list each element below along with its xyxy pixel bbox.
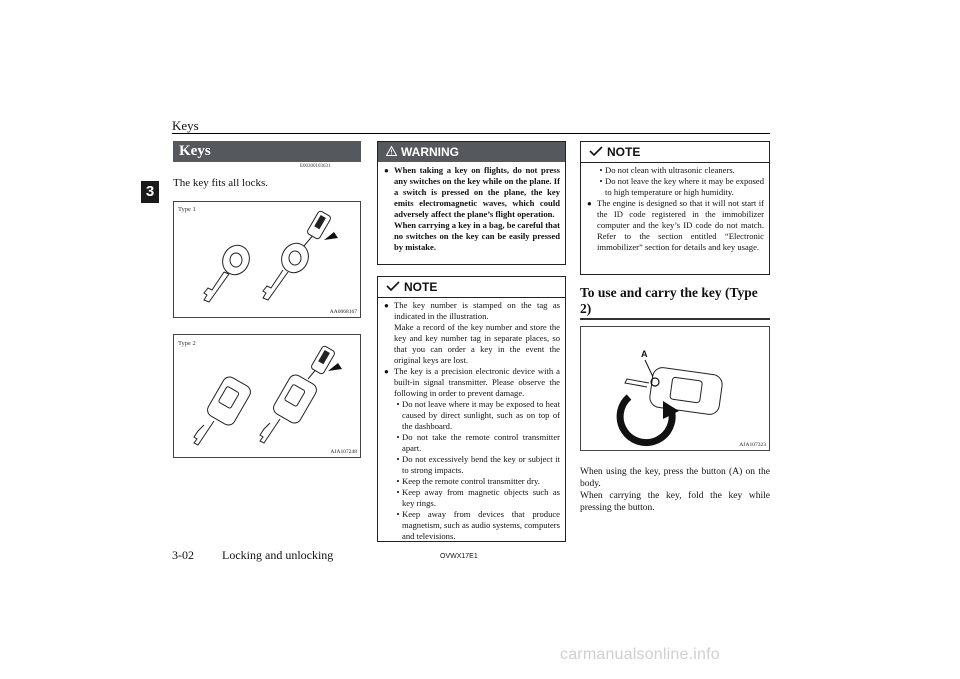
note-box-1 <box>377 276 566 542</box>
sub-item-text: Keep away from devices that produce magnetism, such as audio systems, computers and televisions. <box>402 509 560 541</box>
sub-item-text: Keep away from magnetic objects such as key rings. <box>402 487 560 508</box>
paragraph-1: When using the key, press the button (A) on the body. <box>580 467 770 489</box>
section-code: E00300103631 <box>300 164 331 169</box>
figure-label: Type 1 <box>178 206 196 213</box>
chapter-tab: 3 <box>141 181 159 203</box>
note1-header <box>378 277 565 298</box>
subsection-rule <box>580 318 770 320</box>
arrow-icon <box>324 232 338 240</box>
sub-list-item: • Do not excessively bend the key or subject it to strong impacts. <box>396 454 560 475</box>
note-check-icon <box>589 142 603 162</box>
sub-item-text: Do not excessively bend the key or subject it to strong impacts. <box>402 454 560 475</box>
bullet-icon: ● <box>384 166 389 175</box>
sub-list-item: • Do not leave the key where it may be exposed to high temperature or high humidity. <box>599 176 764 197</box>
note2-title: NOTE <box>607 145 641 159</box>
bullet-icon: ● <box>384 301 389 310</box>
note-check-icon <box>386 277 400 297</box>
list-item <box>384 366 560 399</box>
figure-type2 <box>173 334 361 458</box>
figure-code: AJA107248 <box>330 449 357 455</box>
warning-header <box>378 142 565 162</box>
sub-list-item: • Do not leave where it may be exposed to heat caused by direct sunlight, such as on top of the dashboard. <box>396 399 560 431</box>
note-text: Make a record of the key number and store the key and key number tag in separate places, so that you can order a key in the event the original keys are lost. <box>394 322 560 365</box>
watermark: carmanualsonline.info <box>560 646 720 663</box>
warning-box <box>377 141 566 265</box>
note-box-2 <box>580 141 770 275</box>
note1-item-1 <box>394 300 560 366</box>
header-rule <box>172 133 770 134</box>
footer-code: OVWX17E1 <box>440 553 478 560</box>
subsection-text <box>580 466 770 514</box>
note1-sublist <box>384 399 560 542</box>
page-header-title: Keys <box>172 118 199 133</box>
warning-text: When taking a key on flights, do not press any switches on the key while on the plane. If a switch is pressed on the plane, the key emits electromagnetic waves, which could adversely affect the plane’s flight operation. <box>394 165 560 219</box>
footer-page-number: 3-02 <box>172 548 194 562</box>
sub-item-text: Do not leave where it may be exposed to heat caused by direct sunlight, such as on top of the dashboard. <box>402 399 560 431</box>
warning-title: WARNING <box>401 145 459 159</box>
note2-sublist <box>587 165 764 198</box>
paragraph-2: When carrying the key, fold the key while pressing the button. <box>580 491 770 513</box>
sub-item-text: Do not take the remote control transmitter apart. <box>402 432 560 453</box>
bullet-icon: ● <box>587 199 592 208</box>
key-fold-illustration <box>581 327 769 450</box>
sub-item-text: Keep the remote control transmitter dry. <box>402 476 540 486</box>
arrow-icon <box>328 363 342 371</box>
note-text: The key number is stamped on the tag as indicated in the illustration. <box>394 300 560 321</box>
sub-item-text: Do not clean with ultrasonic cleaners. <box>605 165 735 175</box>
figure-code: AJA107323 <box>739 442 766 448</box>
subsection-title: To use and carry the key (Type 2) <box>580 285 758 316</box>
intro-text: The key fits all locks. <box>173 177 269 189</box>
sub-list-item: • Keep away from devices that produce magnetism, such as audio systems, computers and televisions. <box>396 509 560 541</box>
figure-label: Type 2 <box>178 340 196 347</box>
sub-list-item: • Keep away from magnetic objects such as key rings. <box>396 487 560 508</box>
sub-list-item: • Do not clean with ultrasonic cleaners. <box>599 165 735 175</box>
callout-a: A <box>641 349 648 359</box>
warning-triangle-icon <box>386 142 397 162</box>
key-type2-illustration <box>174 335 360 457</box>
warning-body <box>378 162 565 253</box>
figure-type1 <box>173 201 361 318</box>
section-title-bar: Keys <box>173 141 361 162</box>
note2-item: The engine is designed so that it will not start if the ID code registered in the immobilizer computer and the key’s ID code do not match. Refer to the section entitled “Electronic immobilizer” section for details and key usage. <box>597 198 764 252</box>
list-item <box>384 165 560 253</box>
note1-title: NOTE <box>404 280 438 294</box>
figure-code: AA0068167 <box>329 309 357 315</box>
note2-body <box>581 163 769 253</box>
note2-header <box>581 142 769 163</box>
list-item <box>587 198 764 253</box>
bullet-icon: ● <box>384 367 389 376</box>
sub-list-item: • Keep the remote control transmitter dry. <box>396 476 540 486</box>
note1-body <box>378 298 565 542</box>
note1-item-2: The key is a precision electronic device with a built-in signal transmitter. Please observe the following in order to prevent damage. <box>394 366 560 398</box>
footer-section: Locking and unlocking <box>222 548 334 562</box>
sub-item-text: Do not leave the key where it may be exposed to high temperature or high humidity. <box>605 176 764 197</box>
warning-item-1 <box>394 165 560 253</box>
list-item <box>384 300 560 366</box>
sub-list-item: • Do not take the remote control transmitter apart. <box>396 432 560 453</box>
figure-fold-key <box>580 326 770 451</box>
warning-text: When carrying a key in a bag, be careful that no switches on the key can be easily pressed by mistake. <box>394 220 560 252</box>
key-type1-illustration <box>174 202 360 317</box>
